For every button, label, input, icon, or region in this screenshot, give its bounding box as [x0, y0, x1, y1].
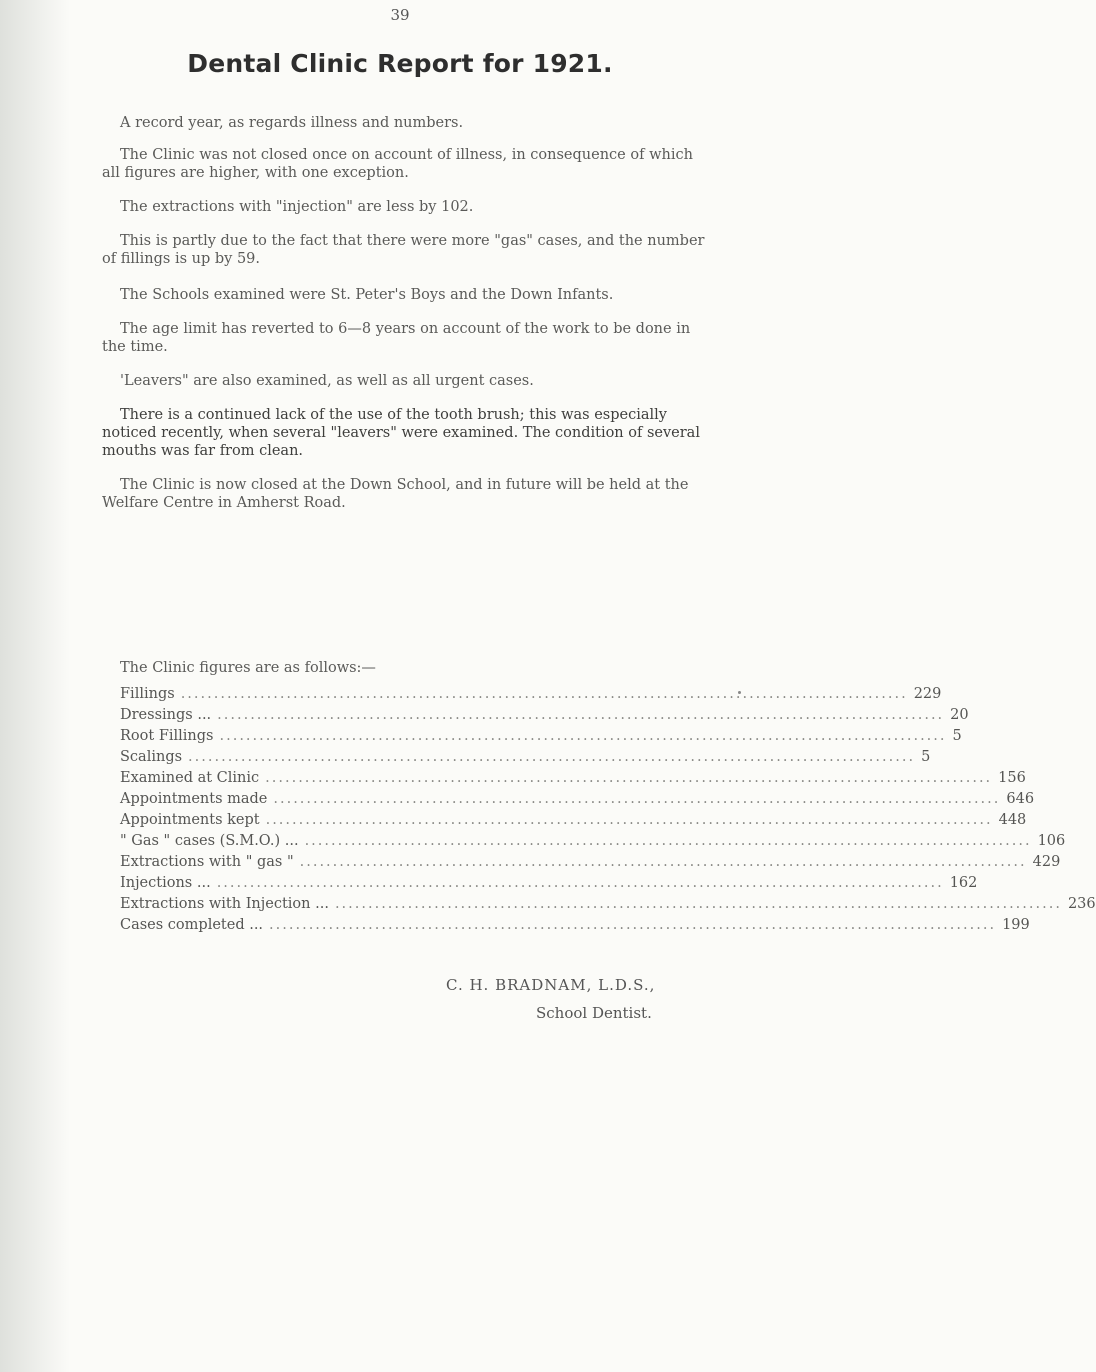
figure-label: Extractions with " gas " [120, 854, 294, 870]
paragraph-6: The age limit has reverted to 6—8 years on account of the work to be done in the time. [102, 321, 691, 355]
figure-value: 646 [1006, 791, 1035, 807]
figure-value: 5 [952, 728, 962, 744]
paragraph-9: The Clinic is now closed at the Down School, and in future will be held at the Welfare Centre in Amherst Road. [102, 477, 689, 511]
figure-value: 199 [1002, 917, 1030, 933]
figure-value: 162 [949, 875, 978, 891]
leader-dots: .............................................................................................................. [304, 833, 1032, 849]
paragraph-8: There is a continued lack of the use of the tooth brush; this was especially noticed recently, when several "leavers" were examined. The condition of several mouths was far from clean. [102, 407, 700, 459]
figure-value: 156 [998, 770, 1026, 786]
leader-dots: .............................................................................................................. [265, 812, 993, 828]
figures-intro: The Clinic figures are as follows:— [120, 660, 376, 676]
figure-row [120, 791, 1035, 812]
figure-row [120, 812, 1027, 833]
figure-value: 106 [1037, 833, 1066, 849]
paragraph-1: A record year, as regards illness and numbers. [120, 115, 464, 131]
leader-dots: .............................................................................................................. [219, 728, 947, 744]
leader-dots: .............................................................................................................. [216, 875, 944, 891]
paragraph-2: The Clinic was not closed once on account of illness, in consequence of which all figures are higher, with one exception. [102, 147, 693, 181]
figure-value: 5 [921, 749, 931, 765]
page-number: 39 [390, 6, 410, 24]
paragraph-4: This is partly due to the fact that there were more "gas" cases, and the number of fillings is up by 59. [102, 233, 705, 267]
leader-dots: .............................................................................................................. [217, 707, 945, 723]
paragraph-3: The extractions with "injection" are less by 102. [120, 199, 474, 215]
page-edge-shadow [0, 0, 70, 1372]
figure-label: Appointments kept [120, 812, 260, 828]
figure-value: 20 [950, 707, 969, 723]
paragraph-7: 'Leavers" are also examined, as well as all urgent cases. [120, 373, 534, 389]
figure-row [120, 728, 962, 749]
figure-label: " Gas " cases (S.M.O.) ... [120, 833, 299, 849]
signature-title: School Dentist. [536, 1004, 652, 1022]
figure-label: Injections ... [120, 875, 211, 891]
leader-dots: .............................................................................................................. [269, 917, 997, 933]
figure-row [120, 770, 1026, 791]
figure-row [120, 833, 1066, 854]
signature-block [0, 976, 800, 1026]
leader-dots: .............................................................................................................. [265, 770, 993, 786]
paragraph-5: The Schools examined were St. Peter's Boys and the Down Infants. [120, 287, 614, 303]
figure-label: Extractions with Injection ... [120, 896, 329, 912]
figure-value: 229 [913, 686, 942, 702]
figure-label: Examined at Clinic [120, 770, 260, 786]
clinic-figures-list [120, 686, 1096, 938]
figure-row [120, 686, 942, 707]
figure-label: Root Fillings [120, 728, 214, 744]
signature-name: C. H. BRADNAM, L.D.S., [446, 976, 656, 994]
figure-value: 236 [1067, 896, 1096, 912]
figure-value: 429 [1032, 854, 1061, 870]
figure-label: Dressings ... [120, 707, 212, 723]
leader-dots: .............................................................................................................. [180, 686, 908, 702]
leader-dots: .............................................................................................................. [299, 854, 1027, 870]
figure-row [120, 875, 978, 896]
figure-row [120, 917, 1030, 938]
figure-row [120, 749, 931, 770]
figure-label: Fillings [120, 686, 175, 702]
figure-row [120, 896, 1096, 917]
figure-value: 448 [998, 812, 1027, 828]
leader-dots: .............................................................................................................. [273, 791, 1001, 807]
leader-dots: .............................................................................................................. [188, 749, 916, 765]
figure-label: Scalings [120, 749, 183, 765]
page-title: Dental Clinic Report for 1921. [187, 49, 613, 78]
figure-row [120, 707, 969, 728]
figure-label: Cases completed ... [120, 917, 264, 933]
leader-dots: .............................................................................................................. [334, 896, 1062, 912]
figure-row [120, 854, 1061, 875]
figure-label: Appointments made [120, 791, 268, 807]
